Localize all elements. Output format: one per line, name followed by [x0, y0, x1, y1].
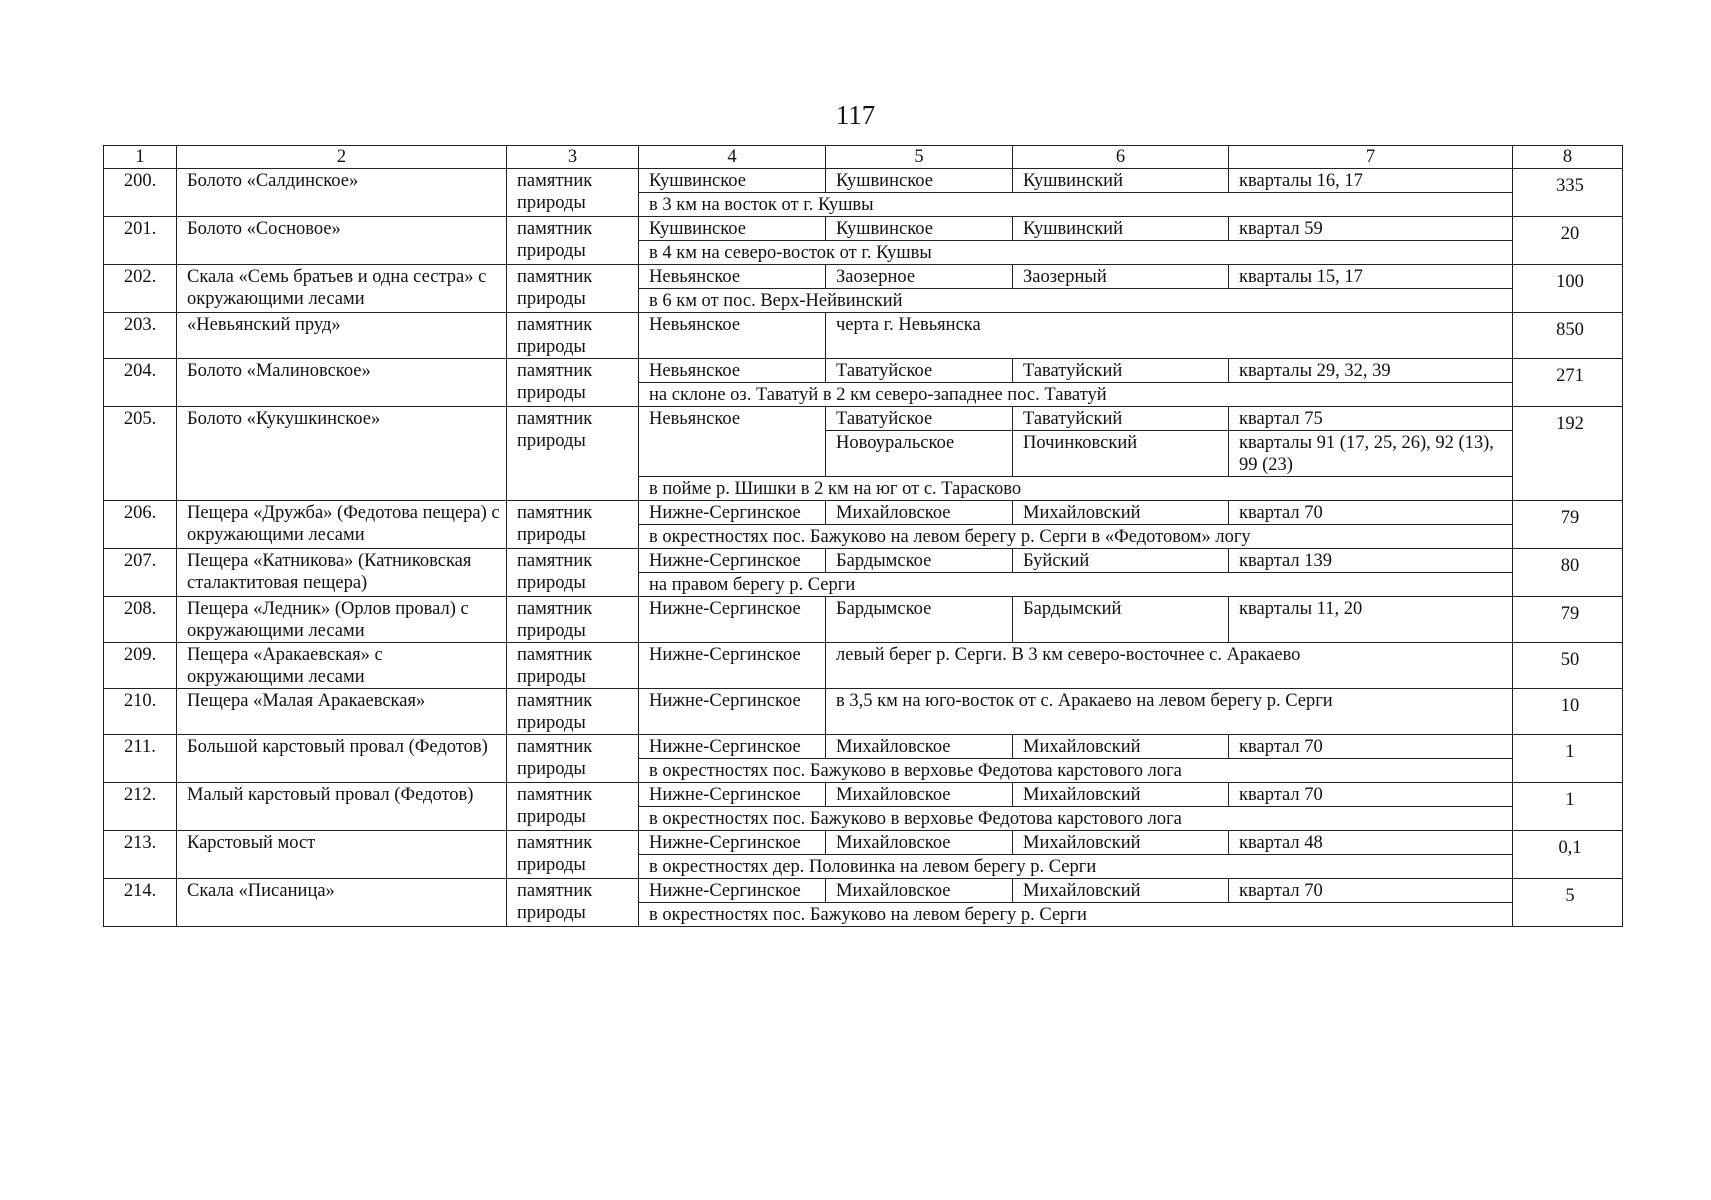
section-cell: Таватуйский [1013, 407, 1229, 431]
object-category: памятник природы [507, 643, 639, 689]
forestry-cell: Кушвинское [639, 169, 826, 193]
area-cell: 192 [1513, 407, 1623, 501]
row-number: 214. [104, 879, 177, 927]
object-category: памятник природы [507, 689, 639, 735]
row-number: 201. [104, 217, 177, 265]
area-cell: 79 [1513, 501, 1623, 549]
header-cell-6: 6 [1013, 146, 1229, 169]
header-cell-2: 2 [177, 146, 507, 169]
object-category: памятник природы [507, 879, 639, 927]
area-cell: 1 [1513, 735, 1623, 783]
quarters-cell: квартал 59 [1229, 217, 1513, 241]
object-name: Болото «Сосновое» [177, 217, 507, 265]
object-name: Скала «Писаница» [177, 879, 507, 927]
section-cell: Заозерный [1013, 265, 1229, 289]
district-forestry-cell: Кушвинское [826, 217, 1013, 241]
section-cell: Таватуйский [1013, 359, 1229, 383]
quarters-cell: квартал 70 [1229, 879, 1513, 903]
table-row [104, 689, 1623, 735]
object-name: Пещера «Аракаевская» с окружающими лесами [177, 643, 507, 689]
object-category: памятник природы [507, 265, 639, 313]
quarters-cell: квартал 139 [1229, 549, 1513, 573]
row-number: 211. [104, 735, 177, 783]
forestry-cell: Нижне-Сергинское [639, 549, 826, 573]
row-number: 207. [104, 549, 177, 597]
protected-areas-table [103, 145, 1623, 927]
table-row [104, 643, 1623, 689]
row-number: 204. [104, 359, 177, 407]
header-row [104, 146, 1623, 169]
quarters-cell: кварталы 29, 32, 39 [1229, 359, 1513, 383]
object-category: памятник природы [507, 501, 639, 549]
forestry-cell: Нижне-Сергинское [639, 831, 826, 855]
header-cell-7: 7 [1229, 146, 1513, 169]
object-category: памятник природы [507, 783, 639, 831]
table-row [104, 313, 1623, 359]
quarters-cell: квартал 70 [1229, 783, 1513, 807]
object-name: Скала «Семь братьев и одна сестра» с окружающими лесами [177, 265, 507, 313]
row-number: 213. [104, 831, 177, 879]
location-cell: на правом берегу р. Серги [639, 573, 1513, 597]
row-number: 206. [104, 501, 177, 549]
quarters-cell: квартал 70 [1229, 501, 1513, 525]
object-category: памятник природы [507, 169, 639, 217]
object-name: Болото «Кукушкинское» [177, 407, 507, 501]
row-number: 205. [104, 407, 177, 501]
area-cell: 79 [1513, 597, 1623, 643]
object-category: памятник природы [507, 313, 639, 359]
row-number: 209. [104, 643, 177, 689]
quarters-cell: квартал 75 [1229, 407, 1513, 431]
location-cell: в пойме р. Шишки в 2 км на юг от с. Тарасково [639, 477, 1513, 501]
header-cell-5: 5 [826, 146, 1013, 169]
object-name: Пещера «Ледник» (Орлов провал) с окружающими лесами [177, 597, 507, 643]
location-cell: в 6 км от пос. Верх-Нейвинский [639, 289, 1513, 313]
section-cell: Буйский [1013, 549, 1229, 573]
section-cell: Кушвинский [1013, 169, 1229, 193]
district-forestry-cell: Бардымское [826, 597, 1013, 643]
object-category: памятник природы [507, 217, 639, 265]
district-forestry-cell: Михайловское [826, 879, 1013, 903]
section-cell: Михайловский [1013, 735, 1229, 759]
district-forestry-cell: Михайловское [826, 501, 1013, 525]
object-category: памятник природы [507, 735, 639, 783]
object-name: Болото «Салдинское» [177, 169, 507, 217]
area-cell: 20 [1513, 217, 1623, 265]
table-row [104, 265, 1623, 289]
row-number: 202. [104, 265, 177, 313]
district-forestry-cell: Таватуйское [826, 407, 1013, 431]
row-number: 200. [104, 169, 177, 217]
table-row [104, 879, 1623, 903]
area-cell: 271 [1513, 359, 1623, 407]
location-cell: в окрестностях дер. Половинка на левом берегу р. Серги [639, 855, 1513, 879]
forestry-cell: Невьянское [639, 313, 826, 359]
forestry-cell: Кушвинское [639, 217, 826, 241]
forestry-cell: Невьянское [639, 265, 826, 289]
object-name: Пещера «Дружба» (Федотова пещера) с окружающими лесами [177, 501, 507, 549]
page-number: 117 [835, 100, 876, 130]
object-name: Карстовый мост [177, 831, 507, 879]
table-row [104, 407, 1623, 431]
section-cell: Кушвинский [1013, 217, 1229, 241]
area-cell: 10 [1513, 689, 1623, 735]
table-row [104, 549, 1623, 573]
quarters-cell: кварталы 15, 17 [1229, 265, 1513, 289]
object-category: памятник природы [507, 359, 639, 407]
forestry-cell: Нижне-Сергинское [639, 597, 826, 643]
object-category: памятник природы [507, 831, 639, 879]
object-category: памятник природы [507, 549, 639, 597]
district-forestry-cell: Кушвинское [826, 169, 1013, 193]
district-forestry-cell: Михайловское [826, 783, 1013, 807]
object-name: Болото «Малиновское» [177, 359, 507, 407]
object-name: Пещера «Катникова» (Катниковская сталактитовая пещера) [177, 549, 507, 597]
district-forestry-cell: Михайловское [826, 735, 1013, 759]
forestry-cell: Нижне-Сергинское [639, 643, 826, 689]
forestry-cell: Нижне-Сергинское [639, 783, 826, 807]
section-cell: Михайловский [1013, 879, 1229, 903]
table-row [104, 783, 1623, 807]
object-category: памятник природы [507, 407, 639, 501]
forestry-cell: Нижне-Сергинское [639, 501, 826, 525]
header-cell-4: 4 [639, 146, 826, 169]
area-cell: 5 [1513, 879, 1623, 927]
section-cell: Михайловский [1013, 831, 1229, 855]
row-number: 203. [104, 313, 177, 359]
area-cell: 50 [1513, 643, 1623, 689]
forestry-cell: Нижне-Сергинское [639, 689, 826, 735]
area-cell: 80 [1513, 549, 1623, 597]
location-cell: в окрестностях пос. Бажуково в верховье Федотова карстового лога [639, 807, 1513, 831]
location-cell: в окрестностях пос. Бажуково на левом берегу р. Серги в «Федотовом» логу [639, 525, 1513, 549]
district-forestry-cell: Бардымское [826, 549, 1013, 573]
district-forestry-cell: Новоуральское [826, 431, 1013, 477]
quarters-cell: кварталы 16, 17 [1229, 169, 1513, 193]
area-cell: 100 [1513, 265, 1623, 313]
location-cell: в окрестностях пос. Бажуково на левом берегу р. Серги [639, 903, 1513, 927]
location-cell: левый берег р. Серги. В 3 км северо-восточнее с. Аракаево [826, 643, 1513, 689]
location-cell: в 3 км на восток от г. Кушвы [639, 193, 1513, 217]
table-row [104, 217, 1623, 241]
row-number: 212. [104, 783, 177, 831]
quarters-cell: кварталы 11, 20 [1229, 597, 1513, 643]
section-cell: Починковский [1013, 431, 1229, 477]
object-name: «Невьянский пруд» [177, 313, 507, 359]
forestry-cell: Невьянское [639, 359, 826, 383]
location-cell: в окрестностях пос. Бажуково в верховье Федотова карстового лога [639, 759, 1513, 783]
header-cell-3: 3 [507, 146, 639, 169]
row-number: 208. [104, 597, 177, 643]
table-row [104, 169, 1623, 193]
district-forestry-cell: Михайловское [826, 831, 1013, 855]
object-name: Большой карстовый провал (Федотов) [177, 735, 507, 783]
section-cell: Бардымский [1013, 597, 1229, 643]
forestry-cell: Невьянское [639, 407, 826, 477]
area-cell: 850 [1513, 313, 1623, 359]
table-row [104, 501, 1623, 525]
quarters-cell: квартал 48 [1229, 831, 1513, 855]
area-cell: 335 [1513, 169, 1623, 217]
location-cell: черта г. Невьянска [826, 313, 1513, 359]
table-row [104, 735, 1623, 759]
section-cell: Михайловский [1013, 501, 1229, 525]
district-forestry-cell: Заозерное [826, 265, 1013, 289]
object-category: памятник природы [507, 597, 639, 643]
object-name: Малый карстовый провал (Федотов) [177, 783, 507, 831]
area-cell: 1 [1513, 783, 1623, 831]
quarters-cell: квартал 70 [1229, 735, 1513, 759]
location-cell: на склоне оз. Таватуй в 2 км северо-западнее пос. Таватуй [639, 383, 1513, 407]
object-name: Пещера «Малая Аракаевская» [177, 689, 507, 735]
row-number: 210. [104, 689, 177, 735]
forestry-cell: Нижне-Сергинское [639, 879, 826, 903]
header-cell-8: 8 [1513, 146, 1623, 169]
location-cell: в 4 км на северо-восток от г. Кушвы [639, 241, 1513, 265]
section-cell: Михайловский [1013, 783, 1229, 807]
quarters-cell: кварталы 91 (17, 25, 26), 92 (13), 99 (23) [1229, 431, 1513, 477]
district-forestry-cell: Таватуйское [826, 359, 1013, 383]
area-cell: 0,1 [1513, 831, 1623, 879]
header-cell-1: 1 [104, 146, 177, 169]
table-row [104, 359, 1623, 383]
table-row [104, 831, 1623, 855]
table-row [104, 597, 1623, 643]
location-cell: в 3,5 км на юго-восток от с. Аракаево на левом берегу р. Серги [826, 689, 1513, 735]
forestry-cell: Нижне-Сергинское [639, 735, 826, 759]
